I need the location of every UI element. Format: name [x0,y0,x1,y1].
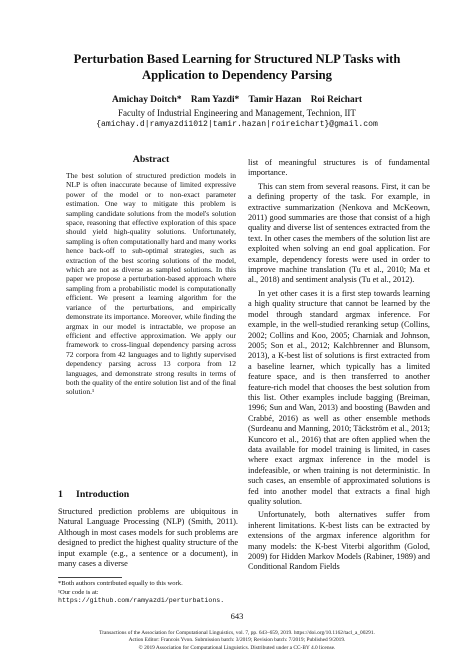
page-number: 643 [230,611,244,621]
abstract-body: The best solution of structured prediction models in NLP is often inaccurate because of limited expressive power of the model or to non-exact parameter estimation. One way to mitigate this problem is sampling candidate solutions from the model's solution space, reasoning that effective exploration of this space should yield high-quality solutions. Unfortunately, sampling is often computationally hard and many works hence back-off to sub-optimal strategies, such as extraction of the best scoring solutions of the model, which are not as diverse as sampled solutions. In this paper we propose a perturbation-based approach where sampling from a probabilistic model is computationally efficient. We present a learning algorithm for the variance of the perturbations, and empirically demonstrate its importance. Moreover, while finding the argmax in our model is intractable, we propose an efficient and effective approximation. We apply our framework to cross-lingual dependency parsing across 72 corpora from 42 languages and to lightly supervised dependency parsing across 13 corpora from 12 languages, and demonstrate strong results in terms of both the quality of the entire solution list and of the final solution.¹ [66,171,236,397]
right-column [248,158,430,573]
paragraph: In yet other cases it is a first step towards learning a high quality structure that cannot be learned by the model through standard argmax inference. For example, in the well-studied reranking setup (Collins, 2002; Collins and Koo, 2005; Charniak and Johnson, 2005; Son et al., 2012; Kalchbrenner and Blunsom, 2013), a K-best list of solutions is first extracted from a baseline learner, which typically has a limited feature space, and is then transferred to another feature-rich model that chooses the best solution from this list. Other examples include bagging (Breiman, 1996; Sun and Wan, 2013) and boosting (Bawden and Crabbé, 2016) as well as other ensemble methods (Surdeanu and Manning, 2010; Täckström et al., 2013; Kuncoro et al., 2016) that are often applied when the data available for model training is limited, in cases where exact argmax inference in the model is indefeasible, or when training is not deterministic. In such cases, an ensemble of approximated solutions is fed into another model that extracts a final high quality solution. [248,288,430,506]
code-repository-link[interactable]: https://github.com/ramyazdi/perturbations. [58,597,225,605]
footnote-divider [58,577,122,578]
paragraph: Unfortunately, both alternatives suffer from inherent limitations. K-best lists can be extracted by extensions of the argmax inference algorithm for many models: the K-best Viterbi algorithm (Golod, 2009) for Hidden Markov Models (Rabiner, 1989) and Conditional Random Fields [248,510,430,572]
title-line-1: Perturbation Based Learning for Structured NLP Tasks with [73,52,401,66]
section-number: 1 [58,489,63,500]
footnote-equal-contribution: *Both authors contributed equally to this work. [58,580,183,587]
section-heading-introduction [58,489,238,500]
introduction-body: Structured prediction problems are ubiquitous in Natural Language Processing (NLP) (Smith, 2011). Although in most cases models for such problems are designed to predict the highest quality structure of the input example (e.g., a sentence or a document), in many cases a diverse [58,507,238,569]
footer-citation: Transactions of the Association for Computational Linguistics, vol. 7, pp. 643–659, 2019. https://doi.org/10.1162/tacl_a_00291. [99,630,375,636]
paragraph: list of meaningful structures is of fundamental importance. [248,158,430,178]
author-emails: {amichay.d|ramyazdi1012|tamir.hazan|roireichart}@gmail.com [96,120,378,129]
page-footer [0,630,474,652]
footer-license: © 2019 Association for Computational Linguistics. Distributed under a CC-BY 4.0 license. [138,644,336,651]
abstract-heading: Abstract [132,154,170,165]
paragraph: This can stem from several reasons. First, it can be a defining property of the task. For example, in extractive summarization (Nenkova and McKeown, 2011) good summaries are those that consist of a high quality and diverse list of sentences extracted from the text. In other cases the members of the solution list are exploited when solving an end goal application. For example, dependency forests were used in order to improve machine translation (Tu et al., 2010; Ma et al., 2018) and sentiment analysis (Tu et al., 2012). [248,181,430,285]
footer-editor: Action Editor: Francois Yvon. Submission batch: 3/2019; Revision batch: 7/2019; Published 9/2019. [128,637,346,644]
section-title: Introduction [76,489,130,500]
title-line-2: Application to Dependency Parsing [142,67,332,82]
affiliation: Faculty of Industrial Engineering and Management, Technion, IIT [118,108,356,118]
footnote-code-label: ¹Our code is at: [58,589,99,596]
paper-title [0,52,474,83]
footnote-code [58,589,238,606]
author-list: Amichay Doitch* Ram Yazdi* Tamir Hazan Roi Reichart [112,95,362,105]
